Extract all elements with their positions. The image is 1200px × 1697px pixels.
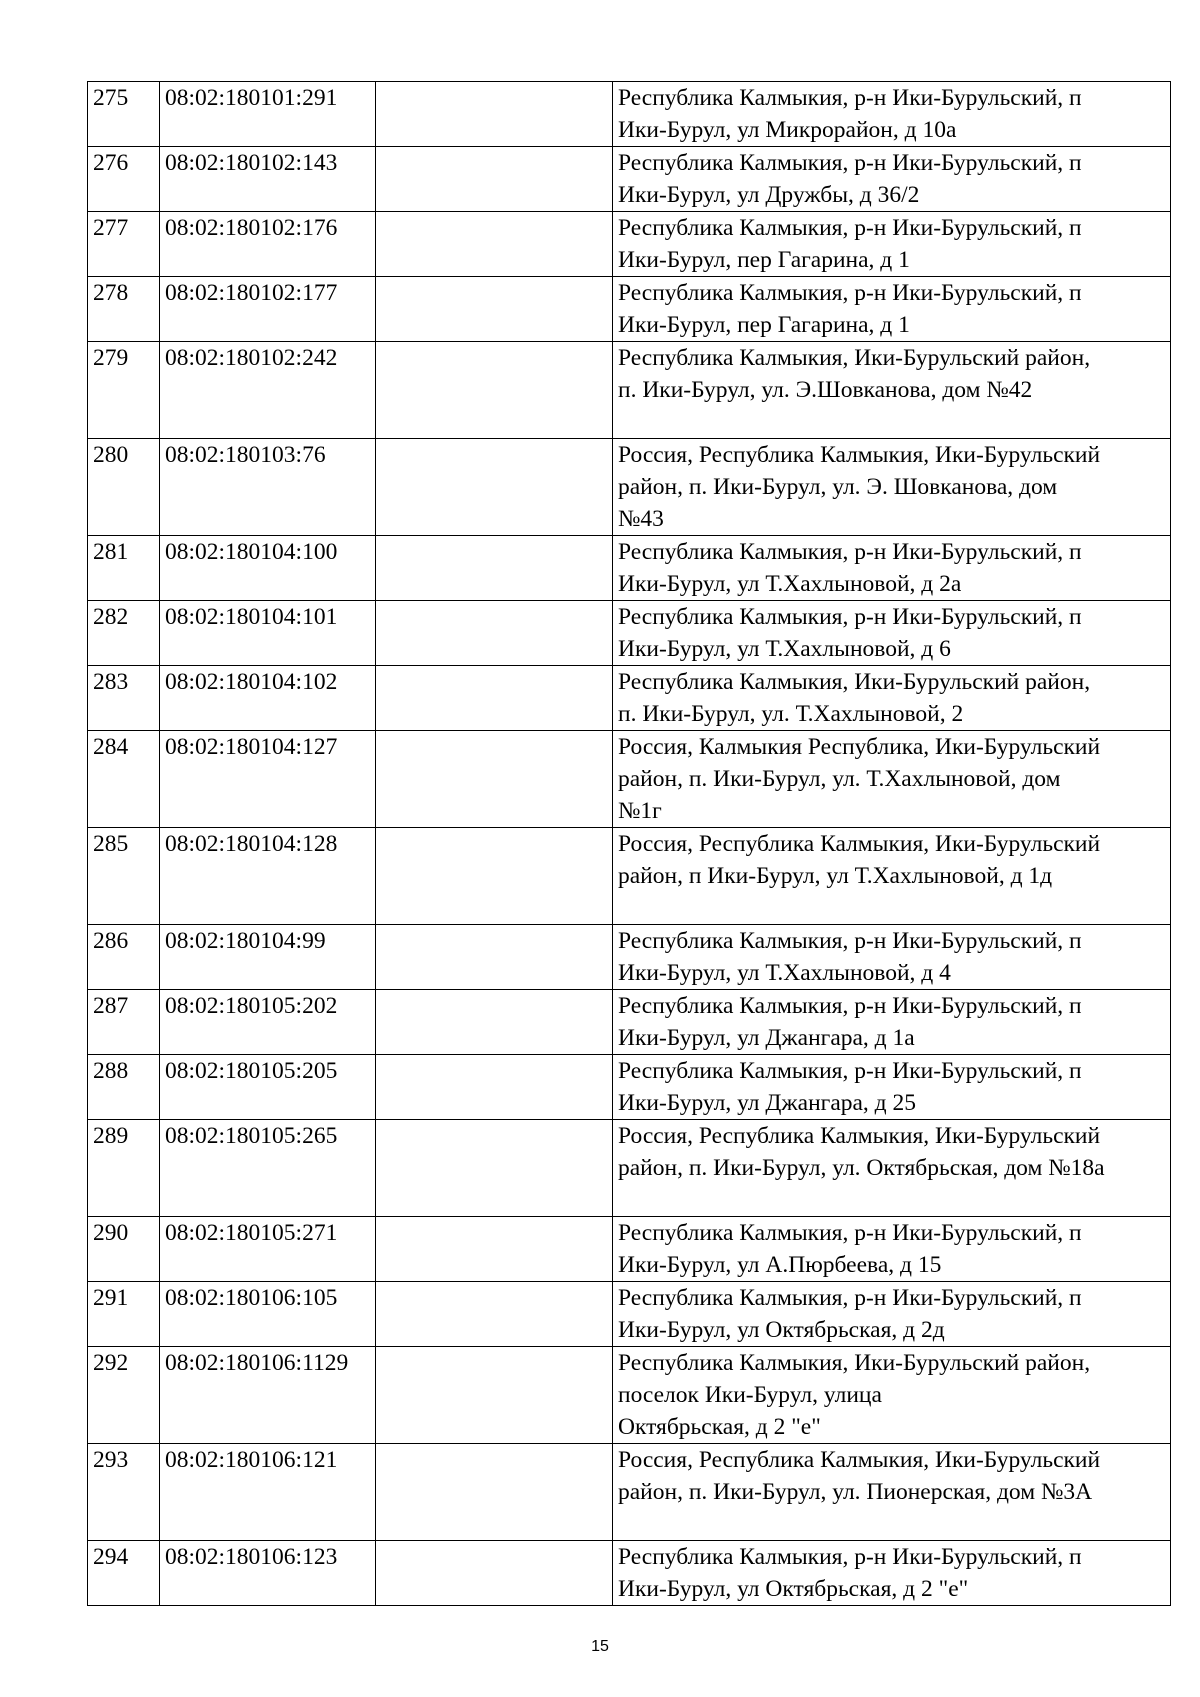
row-number-cell: 294: [88, 1541, 160, 1606]
address-cell: [613, 1055, 1171, 1120]
table-row: [88, 1444, 1171, 1541]
address-line: Ики-Бурул, ул Микрорайон, д 10а: [618, 117, 957, 143]
row-number-cell: 279: [88, 342, 160, 439]
table-row: [88, 1282, 1171, 1347]
table-row: [88, 342, 1171, 439]
empty-cell: [376, 1541, 613, 1606]
table-row: [88, 147, 1171, 212]
row-number-cell: 281: [88, 536, 160, 601]
cadastral-number-cell: 08:02:180106:1129: [160, 1347, 376, 1444]
table-row: [88, 666, 1171, 731]
address-line: поселок Ики-Бурул, улица: [618, 1382, 882, 1408]
address-cell: [613, 342, 1171, 439]
address-line: №43: [618, 506, 664, 532]
row-number-cell: 277: [88, 212, 160, 277]
table-row: [88, 536, 1171, 601]
empty-cell: [376, 666, 613, 731]
address-line: район, п. Ики-Бурул, ул. Т.Хахлыновой, дом: [618, 766, 1061, 792]
row-number-cell: 291: [88, 1282, 160, 1347]
property-table: [87, 81, 1171, 1606]
address-line: Ики-Бурул, ул А.Пюрбеева, д 15: [618, 1252, 942, 1278]
table-row: [88, 925, 1171, 990]
cadastral-number-cell: 08:02:180104:127: [160, 731, 376, 828]
row-number-cell: 285: [88, 828, 160, 925]
address-cell: [613, 828, 1171, 925]
table-row: [88, 828, 1171, 925]
row-number-cell: 288: [88, 1055, 160, 1120]
table-row: [88, 1120, 1171, 1217]
address-line: [618, 892, 1166, 924]
row-number-cell: 280: [88, 439, 160, 536]
empty-cell: [376, 1120, 613, 1217]
table-row: [88, 601, 1171, 666]
address-cell: [613, 439, 1171, 536]
cadastral-number-cell: 08:02:180102:176: [160, 212, 376, 277]
address-line: Ики-Бурул, пер Гагарина, д 1: [618, 312, 910, 338]
table-row: [88, 731, 1171, 828]
address-line: Республика Калмыкия, Ики-Бурульский район,: [618, 1350, 1091, 1376]
row-number-cell: 282: [88, 601, 160, 666]
row-number-cell: 284: [88, 731, 160, 828]
address-cell: [613, 1444, 1171, 1541]
cadastral-number-cell: 08:02:180105:271: [160, 1217, 376, 1282]
address-cell: [613, 536, 1171, 601]
address-cell: [613, 601, 1171, 666]
empty-cell: [376, 1444, 613, 1541]
empty-cell: [376, 990, 613, 1055]
address-line: №1г: [618, 798, 662, 824]
row-number-cell: 292: [88, 1347, 160, 1444]
cadastral-number-cell: 08:02:180104:128: [160, 828, 376, 925]
address-line: Республика Калмыкия, р-н Ики-Бурульский, п: [618, 1544, 1082, 1570]
empty-cell: [376, 1055, 613, 1120]
address-line: Республика Калмыкия, р-н Ики-Бурульский, п: [618, 85, 1082, 111]
address-cell: [613, 1282, 1171, 1347]
address-line: Ики-Бурул, ул Т.Хахлыновой, д 4: [618, 960, 951, 986]
address-line: Республика Калмыкия, р-н Ики-Бурульский, п: [618, 993, 1082, 1019]
table-row: [88, 82, 1171, 147]
row-number-cell: 278: [88, 277, 160, 342]
cadastral-number-cell: 08:02:180103:76: [160, 439, 376, 536]
cadastral-number-cell: 08:02:180102:143: [160, 147, 376, 212]
cadastral-number-cell: 08:02:180104:99: [160, 925, 376, 990]
row-number-cell: 290: [88, 1217, 160, 1282]
empty-cell: [376, 342, 613, 439]
address-line: Республика Калмыкия, р-н Ики-Бурульский, п: [618, 150, 1082, 176]
address-cell: [613, 666, 1171, 731]
address-cell: [613, 925, 1171, 990]
empty-cell: [376, 1217, 613, 1282]
cadastral-number-cell: 08:02:180105:205: [160, 1055, 376, 1120]
empty-cell: [376, 277, 613, 342]
empty-cell: [376, 601, 613, 666]
row-number-cell: 293: [88, 1444, 160, 1541]
address-line: Республика Калмыкия, р-н Ики-Бурульский, п: [618, 928, 1082, 954]
address-line: Россия, Республика Калмыкия, Ики-Бурульский: [618, 831, 1101, 857]
address-line: п. Ики-Бурул, ул. Т.Хахлыновой, 2: [618, 701, 964, 727]
address-cell: [613, 82, 1171, 147]
empty-cell: [376, 731, 613, 828]
address-cell: [613, 277, 1171, 342]
table-row: [88, 439, 1171, 536]
address-line: [618, 406, 1166, 438]
cadastral-number-cell: 08:02:180101:291: [160, 82, 376, 147]
cadastral-number-cell: 08:02:180104:102: [160, 666, 376, 731]
address-line: район, п Ики-Бурул, ул Т.Хахлыновой, д 1д: [618, 863, 1053, 889]
empty-cell: [376, 536, 613, 601]
cadastral-number-cell: 08:02:180106:123: [160, 1541, 376, 1606]
address-line: Ики-Бурул, ул Т.Хахлыновой, д 6: [618, 636, 951, 662]
cadastral-number-cell: 08:02:180102:242: [160, 342, 376, 439]
address-cell: [613, 1347, 1171, 1444]
cadastral-number-cell: 08:02:180104:101: [160, 601, 376, 666]
address-line: Республика Калмыкия, р-н Ики-Бурульский, п: [618, 604, 1082, 630]
empty-cell: [376, 212, 613, 277]
table-row: [88, 1347, 1171, 1444]
address-line: Ики-Бурул, ул Джангара, д 25: [618, 1090, 917, 1116]
table-row: [88, 277, 1171, 342]
row-number-cell: 286: [88, 925, 160, 990]
cadastral-number-cell: 08:02:180102:177: [160, 277, 376, 342]
address-line: Россия, Республика Калмыкия, Ики-Бурульский: [618, 442, 1101, 468]
address-line: район, п. Ики-Бурул, ул. Октябрьская, дом №18а: [618, 1155, 1105, 1181]
address-line: район, п. Ики-Бурул, ул. Э. Шовканова, дом: [618, 474, 1058, 500]
address-line: Республика Калмыкия, р-н Ики-Бурульский, п: [618, 1285, 1082, 1311]
table-body: [88, 82, 1171, 1606]
address-cell: [613, 212, 1171, 277]
address-line: район, п. Ики-Бурул, ул. Пионерская, дом №3А: [618, 1479, 1093, 1505]
row-number-cell: 289: [88, 1120, 160, 1217]
address-line: Ики-Бурул, пер Гагарина, д 1: [618, 247, 910, 273]
address-cell: [613, 1541, 1171, 1606]
address-line: Республика Калмыкия, р-н Ики-Бурульский, п: [618, 539, 1082, 565]
cadastral-number-cell: 08:02:180105:265: [160, 1120, 376, 1217]
empty-cell: [376, 147, 613, 212]
address-line: Республика Калмыкия, р-н Ики-Бурульский, п: [618, 215, 1082, 241]
table-row: [88, 1217, 1171, 1282]
row-number-cell: 287: [88, 990, 160, 1055]
address-line: Октябрьская, д 2 "е": [618, 1414, 821, 1440]
address-line: Ики-Бурул, ул Октябрьская, д 2 "е": [618, 1576, 969, 1602]
row-number-cell: 283: [88, 666, 160, 731]
address-cell: [613, 1217, 1171, 1282]
address-line: Республика Калмыкия, р-н Ики-Бурульский, п: [618, 280, 1082, 306]
address-line: Ики-Бурул, ул Джангара, д 1а: [618, 1025, 915, 1051]
address-line: Республика Калмыкия, Ики-Бурульский район,: [618, 669, 1091, 695]
address-line: Россия, Калмыкия Республика, Ики-Бурульский: [618, 734, 1101, 760]
table-row: [88, 212, 1171, 277]
cadastral-number-cell: 08:02:180106:121: [160, 1444, 376, 1541]
address-line: Россия, Республика Калмыкия, Ики-Бурульский: [618, 1447, 1101, 1473]
address-cell: [613, 731, 1171, 828]
address-line: [618, 1184, 1166, 1216]
empty-cell: [376, 1282, 613, 1347]
address-line: п. Ики-Бурул, ул. Э.Шовканова, дом №42: [618, 377, 1033, 403]
empty-cell: [376, 439, 613, 536]
table-row: [88, 990, 1171, 1055]
row-number-cell: 275: [88, 82, 160, 147]
empty-cell: [376, 1347, 613, 1444]
address-line: Республика Калмыкия, р-н Ики-Бурульский, п: [618, 1220, 1082, 1246]
address-line: Республика Калмыкия, р-н Ики-Бурульский, п: [618, 1058, 1082, 1084]
empty-cell: [376, 925, 613, 990]
row-number-cell: 276: [88, 147, 160, 212]
address-line: Ики-Бурул, ул Дружбы, д 36/2: [618, 182, 920, 208]
address-line: Ики-Бурул, ул Октябрьская, д 2д: [618, 1317, 945, 1343]
address-line: Ики-Бурул, ул Т.Хахлыновой, д 2а: [618, 571, 962, 597]
cadastral-number-cell: 08:02:180104:100: [160, 536, 376, 601]
cadastral-number-cell: 08:02:180106:105: [160, 1282, 376, 1347]
address-line: [618, 1508, 1166, 1540]
address-cell: [613, 147, 1171, 212]
address-line: Республика Калмыкия, Ики-Бурульский район,: [618, 345, 1091, 371]
address-cell: [613, 990, 1171, 1055]
table-row: [88, 1055, 1171, 1120]
address-cell: [613, 1120, 1171, 1217]
empty-cell: [376, 82, 613, 147]
table-row: [88, 1541, 1171, 1606]
address-line: Россия, Республика Калмыкия, Ики-Бурульский: [618, 1123, 1101, 1149]
page-number: 15: [591, 1638, 609, 1655]
cadastral-number-cell: 08:02:180105:202: [160, 990, 376, 1055]
empty-cell: [376, 828, 613, 925]
